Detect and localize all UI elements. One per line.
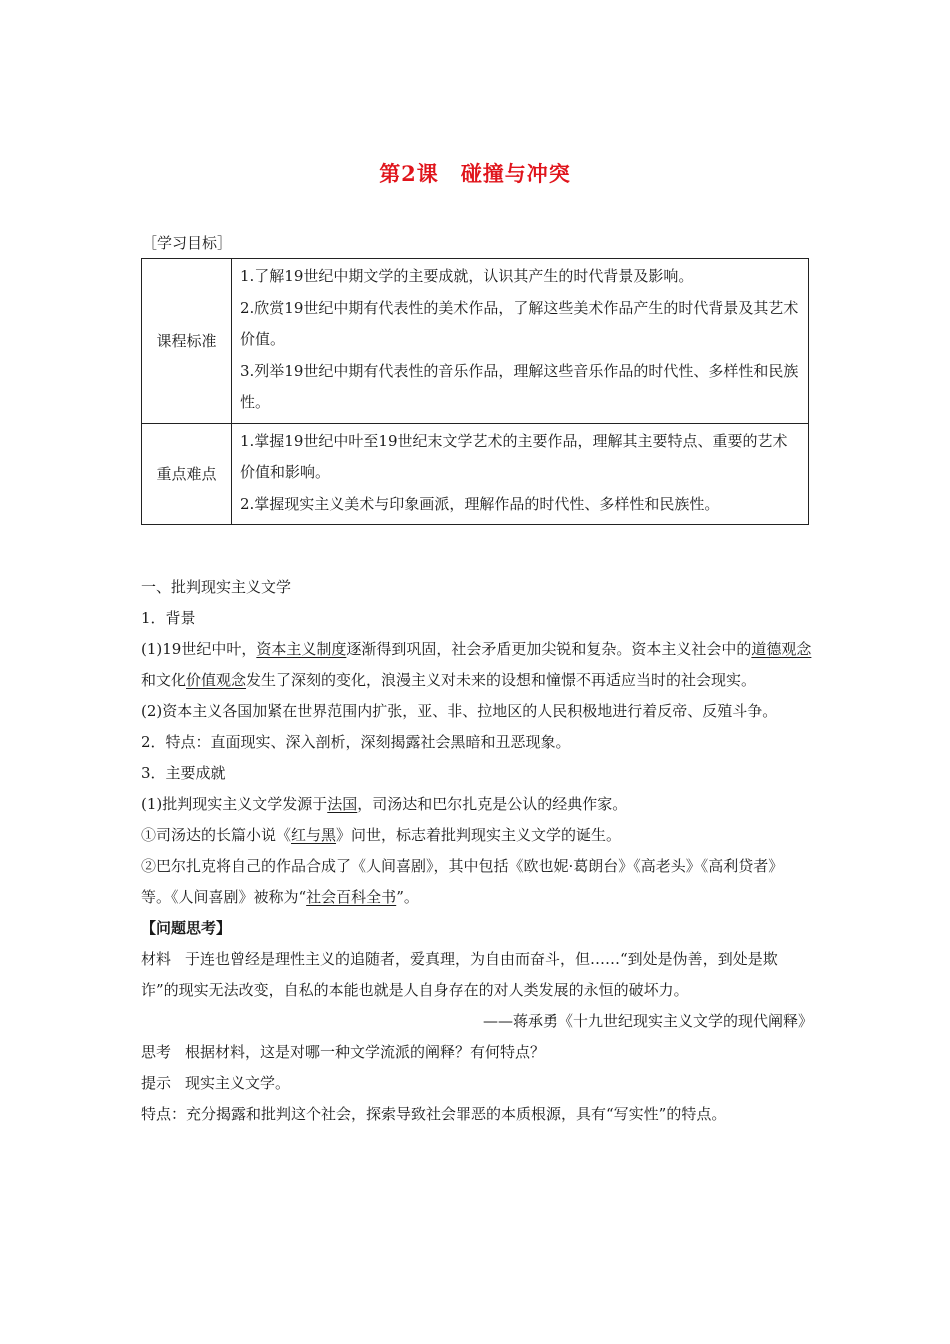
achievement-balzac bbox=[141, 851, 813, 913]
question-paragraph bbox=[141, 1037, 813, 1068]
key-term: 社会百科全书 bbox=[306, 888, 397, 906]
hint-text: 现实主义文学。 bbox=[185, 1074, 291, 1092]
text-run: 》问世，标志着批判现实主义文学的诞生。 bbox=[336, 826, 622, 844]
background-paragraph-2: (2)资本主义各国加紧在世界范围内扩张，亚、非、拉地区的人民积极地进行着反帝、反殖斗争。 bbox=[141, 702, 778, 720]
row-header-curriculum: 课程标准 bbox=[142, 259, 232, 424]
achievement-stendhal bbox=[141, 820, 813, 851]
lesson-name: 碰撞与冲突 bbox=[460, 161, 571, 186]
list-item: 1.了解19世纪中期文学的主要成就，认识其产生的时代背景及影响。 bbox=[240, 267, 694, 285]
text-run: ，司汤达和巴尔扎克是公认的经典作家。 bbox=[357, 795, 628, 813]
lesson-content bbox=[141, 572, 813, 1130]
section-heading: 一、批判现实主义文学 bbox=[141, 578, 292, 596]
text-run: ”。 bbox=[396, 888, 419, 906]
row-content-curriculum bbox=[232, 259, 809, 424]
subheading-achievements: 3．主要成就 bbox=[141, 764, 226, 782]
text-run: ②巴尔扎克将自己的作品合成了《人间喜剧》，其中包括《欧也妮·葛朗台》《高老头》《高利贷者》等。《人间喜剧》被称为“ bbox=[141, 857, 784, 906]
material-label: 材料 bbox=[141, 950, 172, 968]
text-run: (1)批判现实主义文学发源于 bbox=[141, 795, 328, 813]
lesson-number: 第2课 bbox=[379, 161, 439, 186]
background-paragraph-1 bbox=[141, 634, 813, 696]
table-row bbox=[142, 423, 809, 525]
text-run: 发生了深刻的变化，浪漫主义对未来的设想和憧憬不再适应当时的社会现实。 bbox=[246, 671, 757, 689]
hint-label: 提示 bbox=[141, 1074, 172, 1092]
list-item: 2.欣赏19世纪中期有代表性的美术作品，了解这些美术作品产生的时代背景及其艺术价值。 bbox=[240, 298, 799, 348]
material-source: ——蒋承勇《十九世纪现实主义文学的现代阐释》 bbox=[482, 1012, 813, 1030]
question-label: 思考 bbox=[141, 1043, 172, 1061]
hint-paragraph bbox=[141, 1068, 813, 1099]
question-think-label: 【问题思考】 bbox=[141, 919, 232, 937]
feature-answer: 特点：充分揭露和批判这个社会，探索导致社会罪恶的本质根源，具有“写实性”的特点。 bbox=[141, 1105, 727, 1123]
question-text: 根据材料，这是对哪一种文学流派的阐释？有何特点？ bbox=[185, 1043, 546, 1061]
learning-goals-label: ［学习目标］ bbox=[142, 234, 233, 252]
achievement-paragraph-1 bbox=[141, 789, 813, 820]
key-term: 法国 bbox=[327, 795, 358, 813]
list-item: 2.掌握现实主义美术与印象画派，理解作品的时代性、多样性和民族性。 bbox=[240, 494, 720, 513]
page-title bbox=[0, 158, 950, 188]
material-text: 于连也曾经是理性主义的追随者，爱真理，为自由而奋斗，但……“到处是伪善，到处是欺诈”的现实无法改变，自私的本能也就是人自身存在的对人类发展的永恒的破坏力。 bbox=[141, 950, 778, 999]
learning-goals-table bbox=[141, 258, 809, 525]
features-line: 2．特点：直面现实、深入剖析，深刻揭露社会黑暗和丑恶现象。 bbox=[141, 733, 571, 751]
list-item: 1.掌握19世纪中叶至19世纪末文学艺术的主要作品，理解其主要特点、重要的艺术价值和影响。 bbox=[240, 431, 788, 481]
key-term: 资本主义制度 bbox=[256, 640, 347, 658]
list-item: 3.列举19世纪中期有代表性的音乐作品，理解这些音乐作品的时代性、多样性和民族性。 bbox=[240, 361, 799, 411]
row-content-key-points bbox=[232, 423, 809, 525]
key-term: 红与黑 bbox=[291, 826, 337, 844]
text-run: (1)19世纪中叶， bbox=[141, 640, 257, 658]
text-run: 和文化 bbox=[141, 671, 187, 689]
key-term: 道德观念 bbox=[751, 640, 812, 658]
row-header-key-points: 重点难点 bbox=[142, 423, 232, 525]
key-term: 价值观念 bbox=[186, 671, 247, 689]
material-paragraph bbox=[141, 944, 813, 1006]
subheading-background: 1．背景 bbox=[141, 609, 196, 627]
table-row bbox=[142, 259, 809, 424]
text-run: 逐渐得到巩固，社会矛盾更加尖锐和复杂。资本主义社会中的 bbox=[346, 640, 752, 658]
text-run: ①司汤达的长篇小说《 bbox=[141, 826, 292, 844]
